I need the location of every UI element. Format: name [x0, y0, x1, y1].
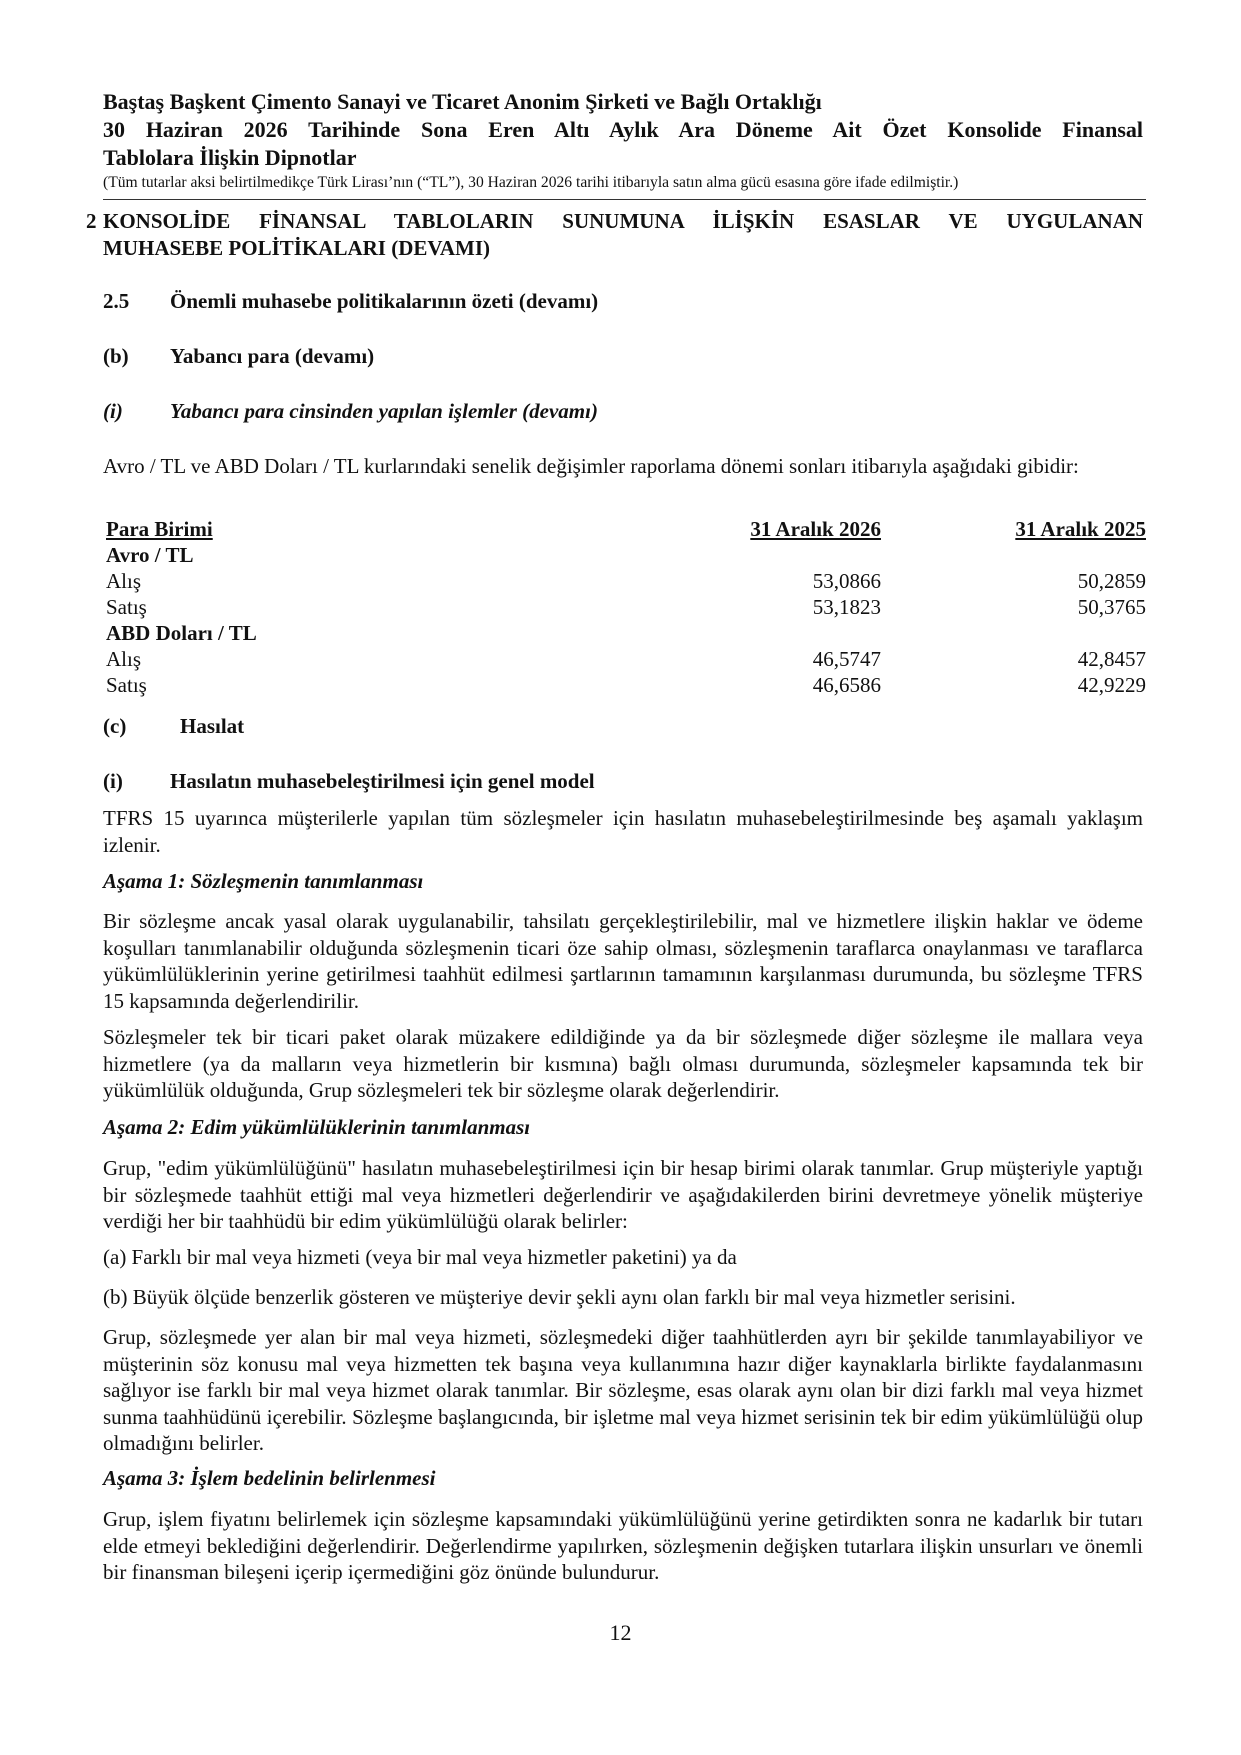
group-label-eur: Avro / TL: [106, 543, 194, 567]
stage2-paragraph1: Grup, "edim yükümlülüğünü" hasılatın muhasebeleştirilmesi için bir hesap birimi olarak tanımlar. Grup müşteriyle yaptığı bir sözleşmede taahhüt ettiği mal veya hizmetleri değerlendirir ve aşağıdakilerden birini devretmeye yönelik müşteriye verdiği her bir taahhüdü bir edim yükümlülüğü olarak belirler:: [103, 1156, 1143, 1233]
stage2-item-b: (b) Büyük ölçüde benzerlik gösteren ve müşteriye devir şekli aynı olan farklı bir mal veya hizmetler serisini.: [103, 1285, 1016, 1309]
subsection-title: Önemli muhasebe politikalarının özeti (devamı): [170, 289, 599, 313]
section-title-line2: MUHASEBE POLİTİKALARI (DEVAMI): [103, 236, 490, 260]
column-header-2025: 31 Aralık 2025: [1015, 517, 1146, 541]
rate-value-2026: 53,0866: [812, 569, 881, 593]
column-header-currency: Para Birimi: [106, 517, 213, 541]
section-number: 2: [86, 209, 97, 233]
subsection-c-number: (c): [103, 714, 127, 738]
section-title-line1: KONSOLİDE FİNANSAL TABLOLARIN SUNUMUNA İLİŞKİN ESASLAR VE UYGULANAN: [103, 209, 1143, 233]
stage2-heading: Aşama 2: Edim yükümlülüklerinin tanımlanması: [103, 1115, 531, 1139]
tfrs-paragraph: TFRS 15 uyarınca müşterilerle yapılan tüm sözleşmeler için hasılatın muhasebeleştirilmesinde beş aşamalı yaklaşım izlenir.: [103, 806, 1143, 857]
stage2-item-a: (a) Farklı bir mal veya hizmeti (veya bir mal veya hizmetler paketini) ya da: [103, 1245, 737, 1269]
group-label-usd: ABD Doları / TL: [106, 621, 257, 645]
subsection-b-title: Yabancı para (devamı): [170, 344, 375, 368]
rate-value-2026: 46,6586: [812, 673, 881, 697]
stage1-heading: Aşama 1: Sözleşmenin tanımlanması: [103, 869, 424, 893]
page-header: [103, 88, 1143, 193]
subsection-b-i-title: Yabancı para cinsinden yapılan işlemler (devamı): [170, 399, 598, 423]
table-row: [106, 646, 1146, 672]
section-heading: [86, 208, 1143, 262]
row-label: Alış: [106, 569, 142, 593]
subsection-b-number: (b): [103, 344, 129, 368]
rate-value-2025: 50,2859: [1077, 569, 1146, 593]
table-row: [106, 568, 1146, 594]
stage3-heading: Aşama 3: İşlem bedelinin belirlenmesi: [103, 1466, 436, 1490]
rate-value-2026: 46,5747: [812, 647, 881, 671]
fx-rate-table: [106, 516, 1146, 698]
table-row: [106, 672, 1146, 698]
row-label: Alış: [106, 647, 142, 671]
subsection-number: 2.5: [103, 289, 130, 313]
rate-value-2026: 53,1823: [812, 595, 881, 619]
column-header-2026: 31 Aralık 2026: [750, 517, 881, 541]
table-row: [106, 594, 1146, 620]
rate-value-2025: 42,8457: [1077, 647, 1146, 671]
stage2-paragraph2: Grup, sözleşmede yer alan bir mal veya hizmeti, sözleşmedeki diğer taahhütlerden ayrı bir şekilde tanımlayabiliyor ve müşterinin söz konusu mal veya hizmetten tek başına veya kullanımına hazır diğer kaynaklarla birlikte faydalanmasını sağlıyor ise farklı bir mal veya hizmet olarak tanımlar. Bir sözleşme, esas olarak aynı olan bir dizi farklı mal veya hizmet sunma taahhüdünü içerebilir. Sözleşme başlangıcında, bir işletme mal veya hizmet serisinin tek bir edim yükümlülüğü olup olmadığını belirler.: [103, 1325, 1143, 1455]
report-period-line2: Tablolara İlişkin Dipnotlar: [103, 145, 357, 170]
stage1-paragraph1: Bir sözleşme ancak yasal olarak uygulanabilir, tahsilatı gerçekleştirilebilir, mal ve hizmetlere ilişkin haklar ve ödeme koşulları tanımlanabilir olduğunda sözleşmenin ticari öze sahip olması, sözleşmenin taraflarca onaylanması ve taraflarca yükümlülüklerinin yerine getirilmesi taahhüt edilmesi şartlarının tamamının karşılanması durumunda, bu sözleşme TFRS 15 kapsamında değerlendirilir.: [103, 909, 1143, 1013]
stage1-paragraph2: Sözleşmeler tek bir ticari paket olarak müzakere edildiğinde ya da bir sözleşmede diğer sözleşme ile mallara veya hizmetlere (ya da malların veya hizmetlerin bir kısmına) bağlı olması durumunda, sözleşmeler kapsamında tek bir yükümlülük olduğunda, Grup sözleşmeleri tek bir sözleşme olarak değerlendirir.: [103, 1025, 1143, 1102]
company-name: Baştaş Başkent Çimento Sanayi ve Ticaret Anonim Şirketi ve Bağlı Ortaklığı: [103, 89, 822, 114]
rate-value-2025: 50,3765: [1077, 595, 1146, 619]
header-divider: [103, 199, 1146, 200]
page-number: 12: [609, 1620, 632, 1645]
stage3-paragraph1: Grup, işlem fiyatını belirlemek için sözleşme kapsamındaki yükümlülüğünü yerine getirdikten sonra ne kadarlık bir tutarı elde etmeyi beklediğini değerlendirir. Değerlendirme yapılırken, sözleşmenin değişken tutarlara ilişkin unsurları ve önemli bir finansman bileşeni içerip içermediğini göz önünde bulundurur.: [103, 1507, 1143, 1584]
currency-note: (Tüm tutarlar aksi belirtilmedikçe Türk Lirası’nın (“TL”), 30 Haziran 2026 tarihi itibarıyla satın alma gücü esasına göre ifade edilmiştir.): [103, 174, 959, 191]
table-header-row: [106, 516, 1146, 542]
fx-intro-paragraph: Avro / TL ve ABD Doları / TL kurlarındaki senelik değişimler raporlama dönemi sonları itibarıyla aşağıdaki gibidir:: [103, 454, 1079, 478]
subsection-c-i-title: Hasılatın muhasebeleştirilmesi için genel model: [170, 769, 595, 793]
rate-value-2025: 42,9229: [1077, 673, 1146, 697]
subsection-c-title: Hasılat: [180, 714, 245, 738]
row-label: Satış: [106, 595, 147, 619]
subsection-c-i-number: (i): [103, 769, 123, 793]
subsection-b-i-number: (i): [103, 399, 123, 423]
row-label: Satış: [106, 673, 147, 697]
report-period-line1: 30 Haziran 2026 Tarihinde Sona Eren Altı Aylık Ara Döneme Ait Özet Konsolide Finansal: [103, 117, 1143, 142]
table-group-row: [106, 542, 1146, 568]
table-group-row: [106, 620, 1146, 646]
